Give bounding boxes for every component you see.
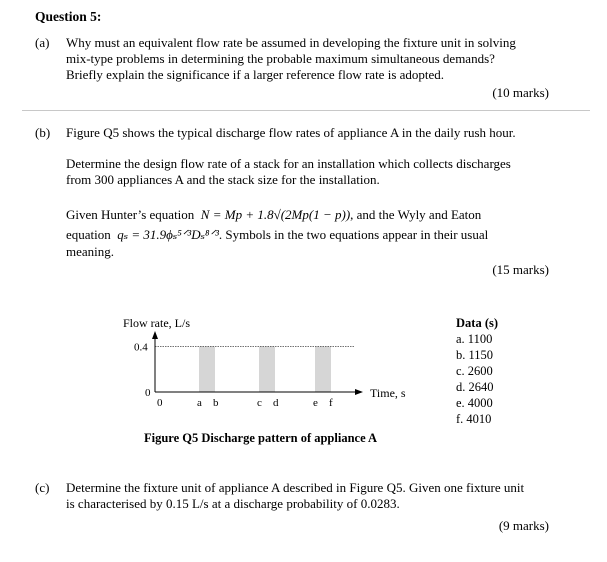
discharge-chart-svg	[120, 315, 420, 425]
x-tick-label-e: e	[313, 397, 318, 409]
data-item-c: c. 2600	[456, 364, 493, 378]
part-c-marks: (9 marks)	[498, 518, 549, 533]
part-a-text	[66, 35, 549, 83]
y-tick-label-0-4: 0.4	[134, 341, 148, 354]
equation-word: equation	[66, 227, 111, 242]
part-c-text	[66, 480, 549, 512]
part-b-given-line-1	[66, 207, 481, 223]
part-b-task	[66, 156, 549, 188]
figure-q5-chart	[120, 315, 420, 425]
given-prefix: Given Hunter’s equation	[66, 207, 195, 222]
part-a-line-1: Why must an equivalent flow rate be assumed in developing the fixture unit in solving	[66, 35, 516, 50]
discharge-pulse-2	[259, 346, 275, 392]
x-tick-label-a: a	[197, 397, 202, 409]
part-c-line-2: is characterised by 0.15 L/s at a discharge probability of 0.0283.	[66, 496, 400, 511]
part-c-label: (c)	[35, 480, 50, 495]
data-item-e: e. 4000	[456, 396, 493, 410]
discharge-pulse-1	[199, 346, 215, 392]
part-b-label: (b)	[35, 125, 51, 140]
data-item-b: b. 1150	[456, 348, 494, 362]
question-title: Question 5:	[35, 9, 102, 24]
data-list	[456, 315, 498, 427]
data-item-a: a. 1100	[456, 332, 493, 346]
part-a-label: (a)	[35, 35, 50, 50]
x-axis-label: Time, s	[370, 386, 406, 400]
y-tick-label-0: 0	[145, 387, 151, 399]
x-tick-label-0: 0	[157, 397, 163, 409]
part-a-line-3: Briefly explain the significance if a larger reference flow rate is adopted.	[66, 67, 445, 82]
given-mid: , and the Wyly and Eaton	[350, 207, 482, 222]
y-axis-arrow	[152, 331, 158, 339]
data-item-f: f. 4010	[456, 412, 492, 426]
part-b-intro: Figure Q5 shows the typical discharge flow rates of appliance A in the daily rush hour.	[66, 125, 516, 140]
figure-caption: Figure Q5 Discharge pattern of appliance A	[144, 431, 378, 445]
discharge-pulse-3	[315, 346, 331, 392]
x-tick-label-c: c	[257, 397, 262, 409]
x-tick-label-b: b	[213, 397, 219, 409]
part-b-task-line-1: Determine the design flow rate of a stack for an installation which collects discharges	[66, 156, 511, 171]
y-axis-label: Flow rate, L/s	[123, 316, 190, 330]
data-list-title: Data (s)	[456, 316, 499, 330]
part-a-marks: (10 marks)	[492, 85, 549, 100]
part-c-line-1: Determine the fixture unit of appliance A described in Figure Q5. Given one fixture unit	[66, 480, 525, 495]
part-b-given-end: meaning.	[66, 244, 115, 259]
wyly-tail: . Symbols in the two equations appear in their usual	[218, 227, 489, 242]
x-tick-label-d: d	[273, 397, 279, 409]
part-b-marks: (15 marks)	[492, 262, 549, 277]
section-divider	[22, 110, 590, 111]
part-b-given-line-2	[66, 227, 488, 243]
hunter-equation: N = Mp + 1.8√(2Mp(1 − p))	[200, 207, 351, 222]
x-axis-arrow	[355, 389, 363, 395]
data-item-d: d. 2640	[456, 380, 494, 394]
part-b-task-line-2: from 300 appliances A and the stack size for the installation.	[66, 172, 380, 187]
part-a-line-2: mix-type problems in determining the probable maximum simultaneous demands?	[66, 51, 495, 66]
x-tick-label-f: f	[329, 397, 333, 409]
wyly-eaton-equation: qₛ = 31.9ϕₛ⁵ᐟ³Dₛ⁸ᐟ³	[117, 227, 219, 242]
